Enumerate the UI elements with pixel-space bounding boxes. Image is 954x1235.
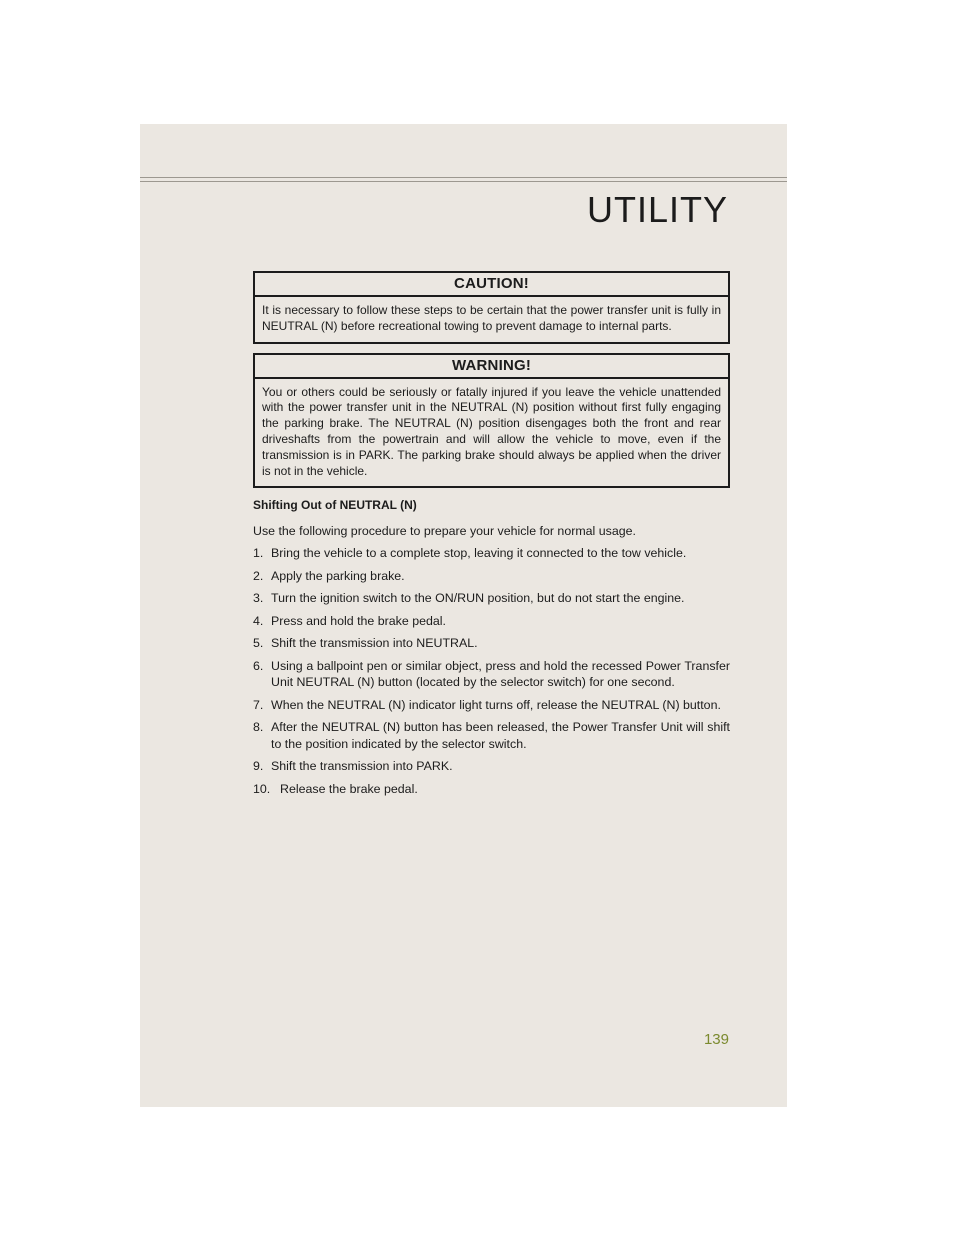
step-text: Using a ballpoint pen or similar object, press and hold the recessed Power Transfer Unit NEUTRAL (N) button (located by the selector switch) for one second. [271,658,730,690]
list-item [253,635,730,652]
caution-body: It is necessary to follow these steps to be certain that the power transfer unit is fully in NEUTRAL (N) before recreational towing to prevent damage to internal parts. [262,303,721,333]
step-number: 5. [253,636,264,651]
list-item [253,758,730,775]
page-content [253,271,730,803]
list-item [253,658,730,691]
step-text: After the NEUTRAL (N) button has been released, the Power Transfer Unit will shift to the position indicated by the selector switch. [271,720,730,751]
header-rule [140,177,787,182]
step-text: Shift the transmission into PARK. [271,759,453,774]
step-number: 4. [253,613,264,628]
caution-box [253,271,730,344]
step-number: 3. [253,591,264,606]
list-item [253,545,730,562]
step-text: Apply the parking brake. [271,568,405,583]
step-number: 7. [253,697,264,712]
list-item [253,719,730,752]
step-number: 8. [253,720,264,735]
step-text: Release the brake pedal. [280,781,418,796]
step-number: 9. [253,759,264,774]
warning-title: WARNING! [255,355,728,379]
list-item [253,613,730,630]
caution-title: CAUTION! [255,273,728,297]
list-item [253,590,730,607]
list-item [253,781,730,798]
step-text: Press and hold the brake pedal. [271,613,446,628]
procedure-intro: Use the following procedure to prepare your vehicle for normal usage. [253,524,636,539]
step-number: 6. [253,658,264,673]
procedure-heading: Shifting Out of NEUTRAL (N) [253,498,417,513]
page-number: 139 [703,1031,729,1048]
section-title: UTILITY [586,189,728,230]
manual-page [140,124,787,1107]
step-text: Turn the ignition switch to the ON/RUN position, but do not start the engine. [271,591,685,606]
warning-box [253,353,730,489]
step-text: When the NEUTRAL (N) indicator light turns off, release the NEUTRAL (N) button. [271,697,721,712]
step-text: Shift the transmission into NEUTRAL. [271,636,478,651]
step-number: 10. [253,781,271,796]
procedure-steps [253,545,730,797]
step-text: Bring the vehicle to a complete stop, leaving it connected to the tow vehicle. [271,546,687,561]
warning-body: You or others could be seriously or fatally injured if you leave the vehicle unattended with the power transfer unit in the NEUTRAL (N) position without first fully engaging the parking brake. The NEUTRAL (N) position disengages both the front and rear driveshafts from the powertrain and will allow the vehicle to move, even if the transmission is in PARK. The parking brake should always be applied when the driver is not in the vehicle. [262,384,721,478]
step-number: 2. [253,568,264,583]
list-item [253,697,730,714]
list-item [253,568,730,585]
step-number: 1. [253,546,264,561]
